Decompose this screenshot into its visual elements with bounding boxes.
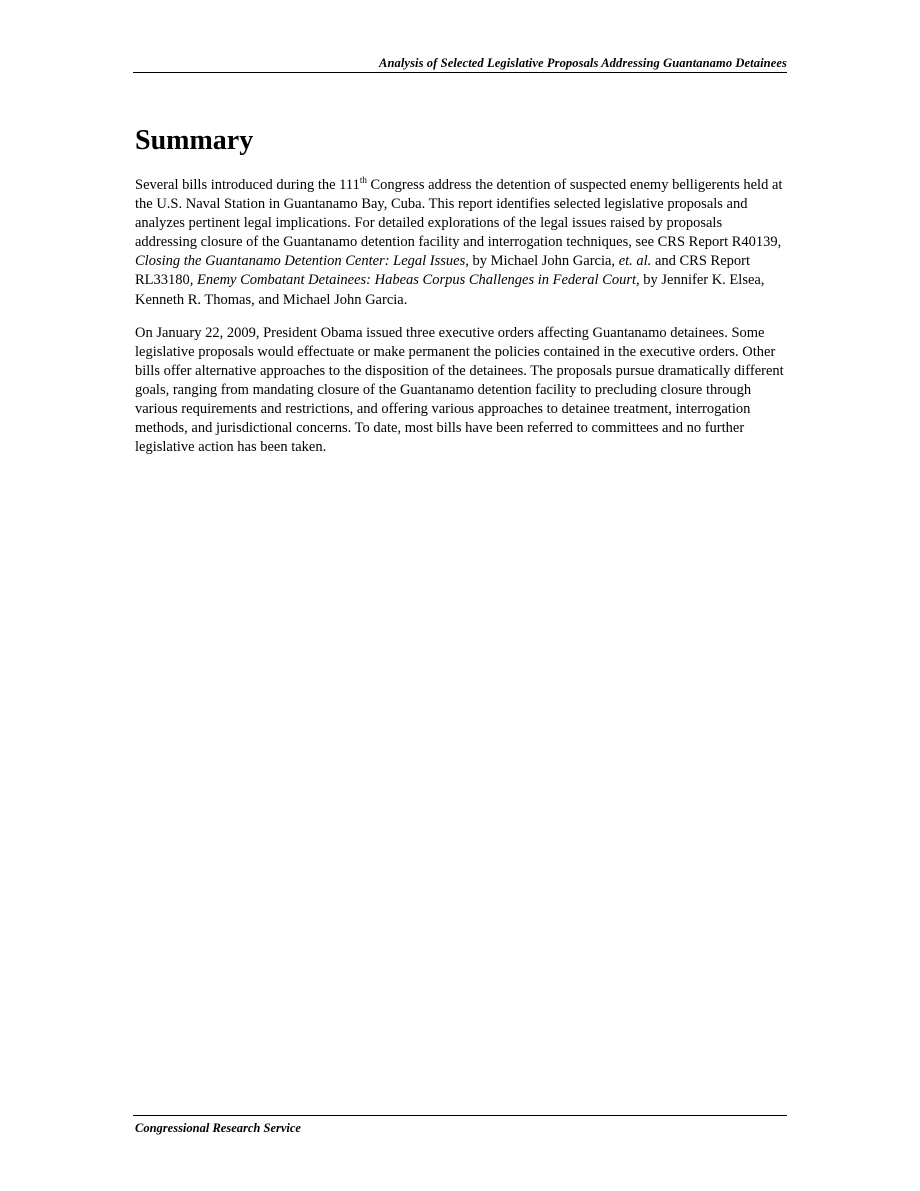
p1-text: Congress address the detention of suspected enemy belligerents held at the U.S. Naval Station in Guantanamo Bay, Cuba. This report identifies selected legislative proposals and analyzes pertinent legal implications. For detailed explorations of the legal issues raised by proposals addressing closure of the Guantanamo detention facility and interrogation techniques, see CRS Report R40139, xyxy=(135,177,783,251)
summary-body xyxy=(135,176,787,471)
footer-organization: Congressional Research Service xyxy=(135,1121,301,1135)
ordinal-suffix: th xyxy=(359,175,367,185)
p1-intro: Several bills introduced during the 111 xyxy=(135,177,360,193)
p1-and-report-2: and CRS Report RL33180, xyxy=(135,253,750,289)
summary-paragraph-1 xyxy=(135,176,787,310)
p1-by-1: , by Michael John Garcia, xyxy=(465,253,619,270)
running-header: Analysis of Selected Legislative Proposals Addressing Guantanamo Detainees xyxy=(379,56,787,70)
et-al: et. al. xyxy=(618,253,652,270)
p1-by-2: , by Jennifer K. Elsea, Kenneth R. Thomas, and Michael John Garcia. xyxy=(135,272,765,308)
report-title-rl33180: Enemy Combatant Detainees: Habeas Corpus Challenges in Federal Court xyxy=(197,272,637,289)
report-title-r40139: Closing the Guantanamo Detention Center: Legal Issues xyxy=(135,253,466,270)
summary-paragraph-2: On January 22, 2009, President Obama issued three executive orders affecting Guantanamo detainees. Some legislative proposals would effectuate or make permanent the policies contained in the executive orders. Other bills offer alternative approaches to the disposition of the detainees. The proposals pursue dramatically different goals, ranging from mandating closure of the Guantanamo detention facility to precluding closure through various requirements and restrictions, and offering various approaches to detainee treatment, interrogation methods, and jurisdictional concerns. To date, most bills have been referred to committees and no further legislative action has been taken. xyxy=(135,324,784,456)
section-title: Summary xyxy=(135,125,254,156)
footer-divider xyxy=(133,1115,787,1116)
header-divider xyxy=(133,72,787,73)
